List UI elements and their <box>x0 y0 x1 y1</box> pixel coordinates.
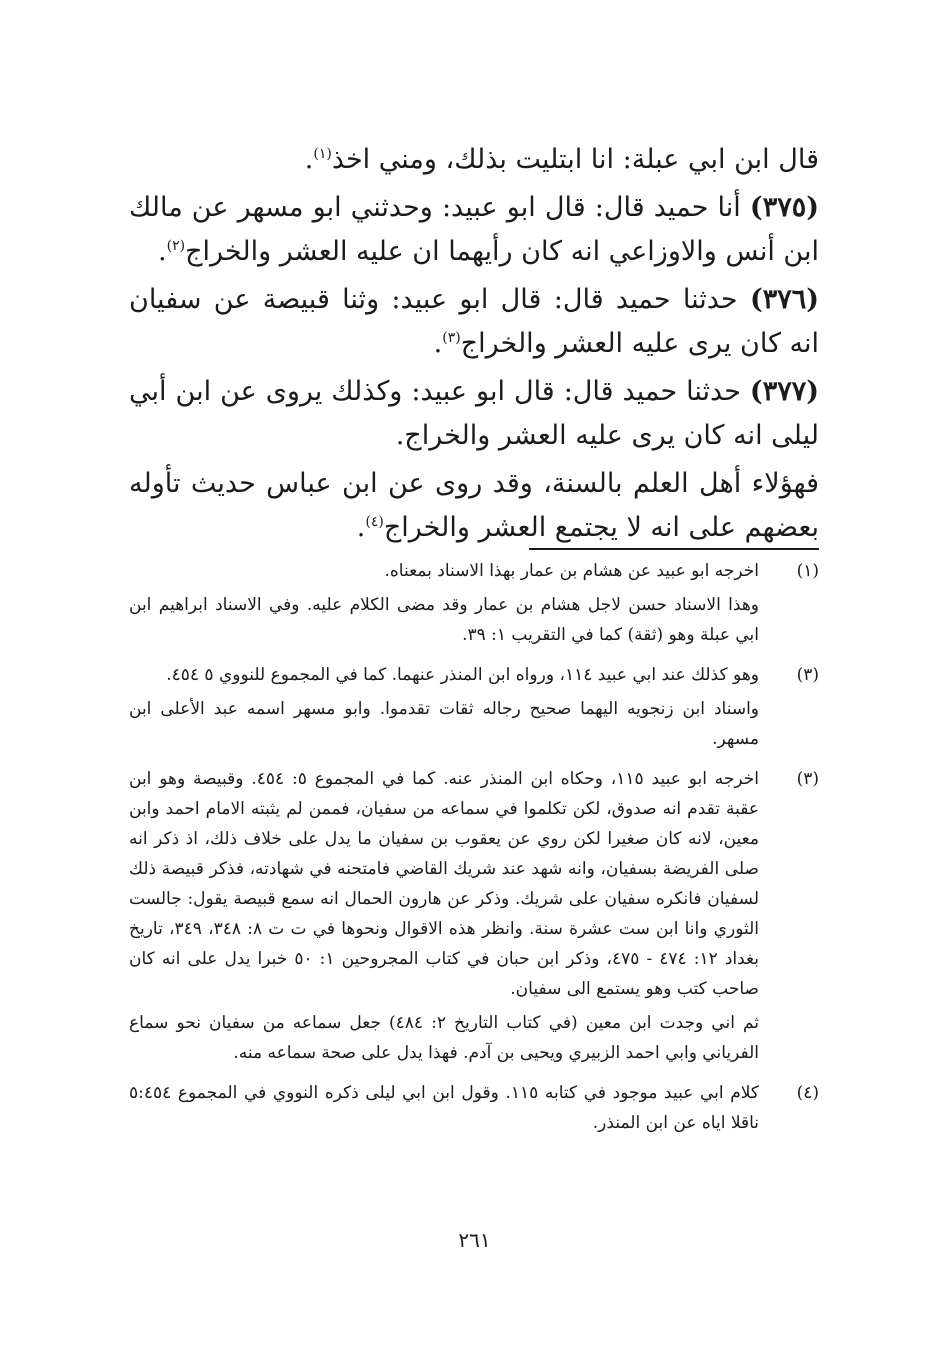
footnote-divider <box>529 548 819 550</box>
footnote-1 <box>129 556 819 654</box>
paragraph-376 <box>129 278 819 366</box>
hadith-number: (٣٧٥) <box>749 192 819 223</box>
paragraph-text: حدثنا حميد قال: قال ابو عبيد: وثنا قبيصة عن سفيان انه كان يرى عليه العشر والخراج <box>129 284 819 359</box>
footnotes <box>129 556 819 1148</box>
footnote-marker: (٣) <box>796 665 819 685</box>
footnote-reference[interactable]: (١) <box>313 146 332 162</box>
hadith-number: (٣٧٧) <box>749 376 819 407</box>
footnote-4 <box>129 1078 819 1142</box>
footnote-paragraph: اخرجه ابو عبيد ١١٥، وحكاه ابن المنذر عنه. كما في المجموع ٥: ٤٥٤. وقبيصة وهو ابن عقبة تقدم انه صدوق، لكن تكلموا في سماعه من سفيان، فممن لم يثبته الامام احمد وابن معين، لانه كان صغيرا لكن روي عن يعقوب بن سفيان ما يدل على خلاف ذلك، اذ ذكر انه صلى الفريضة بسفيان، وانه شهد عند شريك القاضي فامتحنه في شهادته، فذكر قبيصة ذلك لسفيان فانكره سفيان على شريك. وذكر عن هارون الحمال انه سمع قبيصة يقول: جالست الثوري وانا ابن ست عشرة سنة. وانظر هذه الاقوال ونحوها في ت ت ٨: ٣٤٨، ٣٤٩، تاريخ بغداد ١٢: ٤٧٤ - ٤٧٥، وذكر ابن حبان في كتاب المجروحين ١: ٥٠ خبرا يدل على انه كان صاحب كتب وهو يستمع الى سفيان. <box>129 769 760 999</box>
paragraph-377 <box>129 370 819 458</box>
footnote-2 <box>129 660 819 758</box>
footnote-reference[interactable]: (٢) <box>166 238 186 254</box>
paragraph-375 <box>129 186 819 274</box>
paragraph-5 <box>129 462 819 550</box>
footnote-paragraph: كلام ابي عبيد موجود في كتابه ١١٥. وقول ابن ابي ليلى ذكره النووي في المجموع ٥:٤٥٤ ناقلا اياه عن ابن المنذر. <box>129 1083 759 1133</box>
footnote-paragraph: اخرجه ابو عبيد عن هشام بن عمار بهذا الاسناد بمعناه. <box>384 561 759 581</box>
paragraph-end: . <box>433 328 443 359</box>
footnote-reference[interactable]: (٣) <box>442 330 461 346</box>
main-text <box>129 138 819 554</box>
footnote-body <box>129 556 759 654</box>
page-number: ٢٦١ <box>458 1228 491 1252</box>
paragraph-end: . <box>356 512 366 543</box>
footnote-body <box>129 660 759 758</box>
footnote-body <box>129 764 759 1072</box>
footnote-marker: (٣) <box>796 769 819 789</box>
footnote-3 <box>129 764 819 1072</box>
footnote-paragraph: واسناد ابن زنجويه اليهما صحيح رجاله ثقات تقدموا. وابو مسهر اسمه عبد الأعلى ابن مسهر. <box>129 699 759 749</box>
footnote-paragraph: ثم اني وجدت ابن معين (في كتاب التاريخ ٢: ٤٨٤) جعل سماعه من سفيان نحو سماع الفرياني وابي احمد الزبيري ويحيى بن آدم. فهذا يدل على صحة سماعه منه. <box>129 1013 760 1063</box>
footnote-paragraph: وهذا الاسناد حسن لاجل هشام بن عمار وقد مضى الكلام عليه. وفي الاسناد ابراهيم ابن ابي عبلة وهو (ثقة) كما في التقريب ١: ٣٩. <box>129 595 759 645</box>
paragraph-text: حدثنا حميد قال: قال ابو عبيد: وكذلك يروى عن ابن أبي ليلى انه كان يرى عليه العشر والخراج. <box>129 376 819 451</box>
paragraph-text: فهؤلاء أهل العلم بالسنة، وقد روى عن ابن عباس حديث تأوله بعضهم على انه لا يجتمع العشر والخراج <box>129 468 819 543</box>
paragraph-1 <box>129 138 819 182</box>
footnote-body <box>129 1078 759 1142</box>
footnote-marker: (٤) <box>796 1083 819 1103</box>
paragraph-end: . <box>158 236 167 267</box>
paragraph-end: . <box>304 144 314 175</box>
footnote-marker: (١) <box>796 561 819 581</box>
hadith-number: (٣٧٦) <box>749 284 820 315</box>
footnote-reference[interactable]: (٤) <box>365 514 384 530</box>
footnote-paragraph: وهو كذلك عند ابي عبيد ١١٤، ورواه ابن المنذر عنهما. كما في المجموع للنووي ٥ ٤٥٤. <box>166 665 759 685</box>
paragraph-text: أنا حميد قال: قال ابو عبيد: وحدثني ابو مسهر عن مالك ابن أنس والاوزاعي انه كان رأيهما ان عليه العشر والخراج <box>129 192 819 267</box>
paragraph-text: قال ابن ابي عبلة: انا ابتليت بذلك، ومني اخذ <box>331 144 819 175</box>
